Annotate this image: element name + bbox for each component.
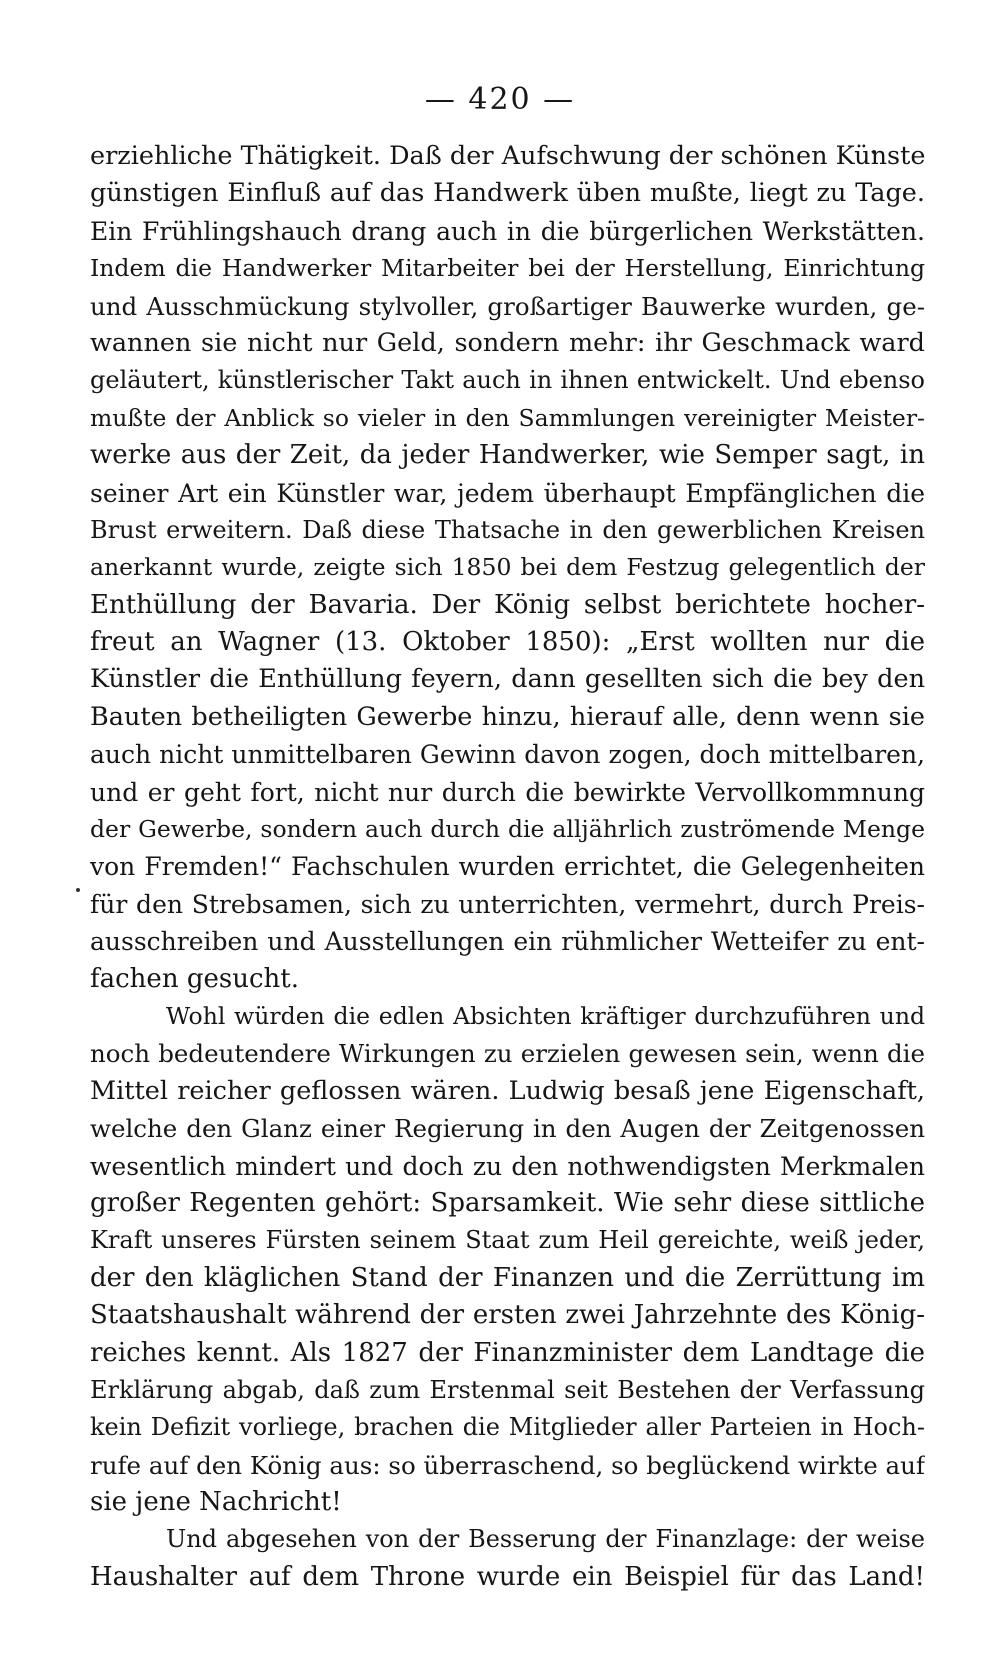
text-line: Enthüllung der Bavaria. Der König selbst berichtete hocher- [90,589,925,620]
text-line: fachen gesucht. [90,963,299,994]
text-line: für den Strebsamen, sich zu unterrichten, vermehrt, durch Preis- [90,889,925,919]
text-line: Haushalter auf dem Throne wurde ein Beispiel für das Land! [90,1561,925,1592]
text-line: Erklärung abgab, daß zum Erstenmal seit Bestehen der Verfassung [90,1375,925,1404]
text-line: Kraft unseres Fürsten seinem Staat zum Heil gereichte, weiß jeder, [90,1226,925,1255]
text-line: sie jene Nachricht! [90,1487,342,1518]
text-line: reiches kennt. Als 1827 der Finanzminister dem Landtage die [90,1337,925,1368]
print-speck [76,888,80,892]
text-line: und er geht fort, nicht nur durch die bewirkte Vervollkommnung [90,777,925,807]
text-line: werke aus der Zeit, da jeder Handwerker, wie Semper sagt, in [90,440,925,471]
text-line: auch nicht unmittelbaren Gewinn davon zogen, doch mittelbaren, [90,740,925,770]
body-text [90,138,925,1596]
text-line: Indem die Handwerker Mitarbeiter bei der Herstellung, Einrichtung [90,254,925,283]
text-line: mußte der Anblick so vieler in den Sammlungen vereinigter Meister- [90,403,925,432]
text-line: Brust erweitern. Daß diese Thatsache in den gewerblichen Kreisen [90,515,925,544]
text-line: Staatshaushalt während der ersten zwei Jahrzehnte des König- [90,1300,925,1331]
text-line: und Ausschmückung stylvoller, großartiger Bauwerke wurden, ge- [90,291,925,321]
page-number: — 420 — [424,82,576,117]
text-line: günstigen Einfluß auf das Handwerk üben mußte, liegt zu Tage. [90,178,925,209]
text-line: welche den Glanz einer Regierung in den Augen der Zeitgenossen [90,1114,925,1144]
text-line: Mittel reicher geflossen wären. Ludwig besaß jene Eigenschaft, [90,1075,925,1106]
text-line: von Fremden!“ Fachschulen wurden errichtet, die Gelegenheiten [90,852,925,882]
text-line: anerkannt wurde, zeigte sich 1850 bei dem Festzug gelegentlich der [90,553,925,582]
text-line: Künstler die Enthüllung feyern, dann gesellten sich die bey den [90,664,925,695]
text-line: freut an Wagner (13. Oktober 1850): „Erst wollten nur die [90,627,925,658]
text-line: noch bedeutendere Wirkungen zu erzielen gewesen sein, wenn die [90,1039,925,1069]
text-line: ausschreiben und Ausstellungen ein rühmlicher Wetteifer zu ent- [90,927,925,957]
text-line: der Gewerbe, sondern auch durch die alljährlich zuströmende Menge [90,815,925,844]
text-line: wesentlich mindert und doch zu den nothwendigsten Merkmalen [90,1151,925,1181]
text-line: wannen sie nicht nur Geld, sondern mehr: ihr Geschmack ward [90,327,925,358]
text-line: großer Regenten gehört: Sparsamkeit. Wie sehr diese sittliche [90,1187,925,1218]
text-line: der den kläglichen Stand der Finanzen und die Zerrüttung im [90,1262,925,1293]
text-line: Ein Frühlingshauch drang auch in die bürgerlichen Werkstätten. [90,216,925,246]
text-line: Wohl würden die edlen Absichten kräftiger durchzuführen und [166,1001,925,1030]
text-line: rufe auf den König aus: so überraschend, so beglückend wirkte auf [90,1450,925,1480]
text-line: Und abgesehen von der Besserung der Finanzlage: der weise [166,1525,925,1554]
text-line: geläutert, künstlerischer Takt auch in ihnen entwickelt. Und ebenso [90,366,925,395]
text-line: erziehliche Thätigkeit. Daß der Aufschwung der schönen Künste [90,141,925,171]
text-line: kein Defizit vorliege, brachen die Mitglieder aller Parteien in Hoch- [90,1413,925,1442]
text-line: seiner Art ein Künstler war, jedem überhaupt Empfänglichen die [90,478,925,508]
text-line: Bauten betheiligten Gewerbe hinzu, hierauf alle, denn wenn sie [90,701,925,732]
